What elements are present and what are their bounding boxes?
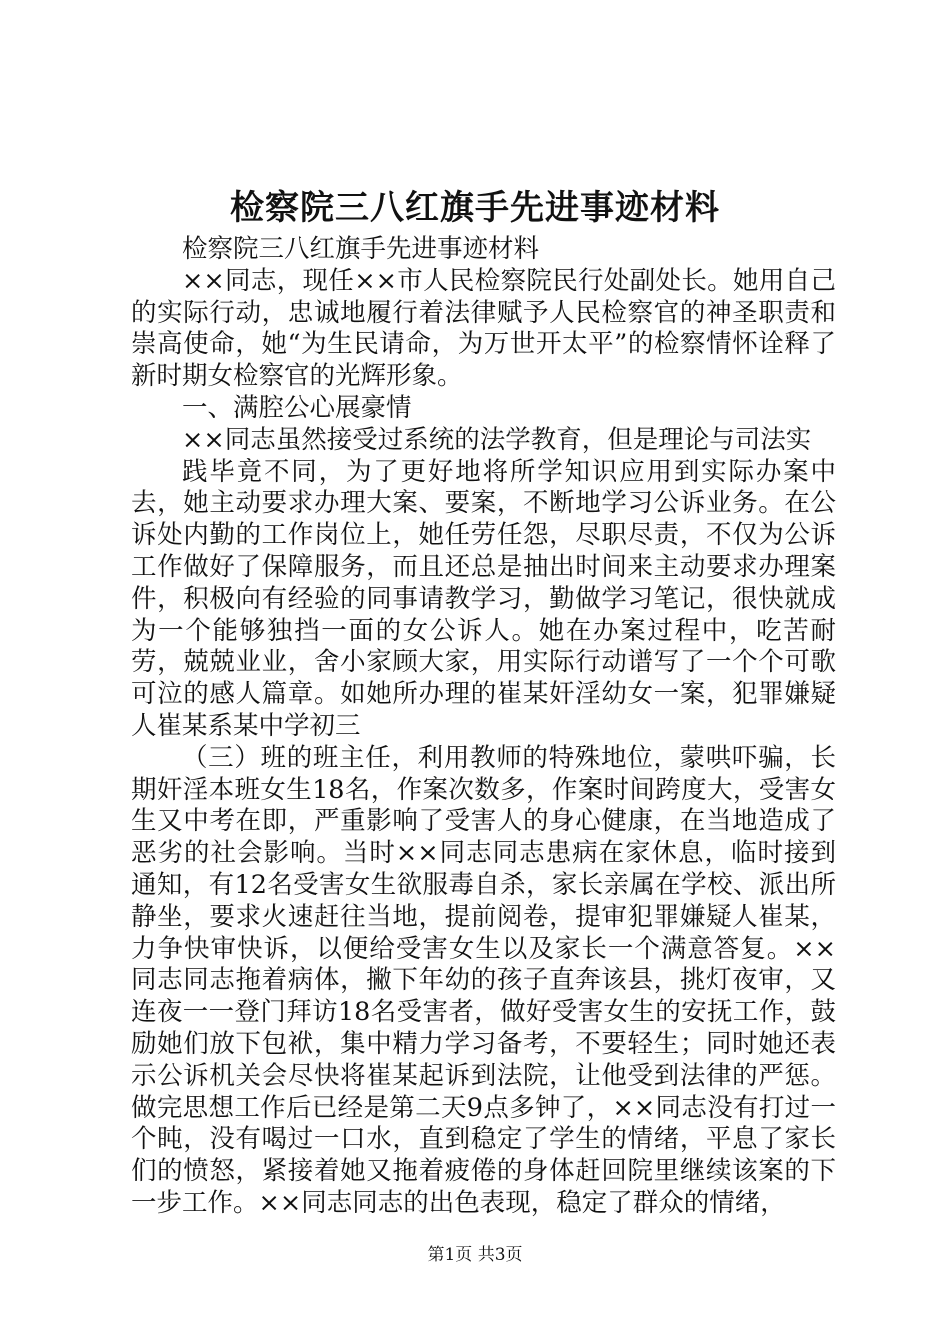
- page-footer: 第1页 共3页: [427, 1245, 523, 1265]
- paragraph-subtitle: 检察院三八红旗手先进事迹材料: [182, 234, 540, 264]
- paragraph-intro: ××同志，现任××市人民检察院民行处副处长。她用自己的实际行动，忠诚地履行着法律赋予人民检察官的神圣职责和崇高使命，她“为生民请命，为万世开太平”的检察情怀诠释了新时期女检察官的光辉形象。: [131, 265, 836, 392]
- document-title: 检察院三八红旗手先进事迹材料: [230, 188, 720, 228]
- paragraph-fragment: ××同志虽然接受过系统的法学教育，但是理论与司法实: [182, 424, 812, 455]
- paragraph-case-details: （三）班的班主任，利用教师的特殊地位，蒙哄吓骗，长期奸淫本班女生18名，作案次数多，作案时间跨度大，受害女生又中考在即，严重影响了受害人的身心健康，在当地造成了恶劣的社会影响。当时××同志同志患病在家休息，临时接到通知，有12名受害女生欲服毒自杀，家长亲属在学校、派出所静坐，要求火速赶往当地，提前阅卷，提审犯罪嫌疑人崔某，力争快审快诉，以便给受害女生以及家长一个满意答复。××同志同志拖着病体，撇下年幼的孩子直奔该县，挑灯夜审，又连夜一一登门拜访18名受害者，做好受害女生的安抚工作，鼓励她们放下包袱，集中精力学习备考，不要轻生；同时她还表示公诉机关会尽快将崔某起诉到法院，让他受到法律的严惩。做完思想工作后已经是第二天9点多钟了，××同志没有打过一个盹，没有喝过一口水，直到稳定了学生的情绪，平息了家长们的愤怒，紧接着她又拖着疲倦的身体赶回院里继续该案的下一步工作。××同志同志的出色表现，稳定了群众的情绪，: [131, 742, 836, 1218]
- paragraph-case-description: 践毕竟不同，为了更好地将所学知识应用到实际办案中去，她主动要求办理大案、要案，不断地学习公诉业务。在公诉处内勤的工作岗位上，她任劳任怨，尽职尽责，不仅为公诉工作做好了保障服务，而且还总是抽出时间来主动要求办理案件，积极向有经验的同事请教学习，勤做学习笔记，很快就成为一个能够独挡一面的女公诉人。她在办案过程中，吃苦耐劳，兢兢业业，舍小家顾大家，用实际行动谱写了一个个可歌可泣的感人篇章。如她所办理的崔某奸淫幼女一案，犯罪嫌疑人崔某系某中学初三: [131, 456, 836, 741]
- section-heading: 一、满腔公心展豪情: [182, 392, 412, 423]
- document-body: [131, 234, 836, 1220]
